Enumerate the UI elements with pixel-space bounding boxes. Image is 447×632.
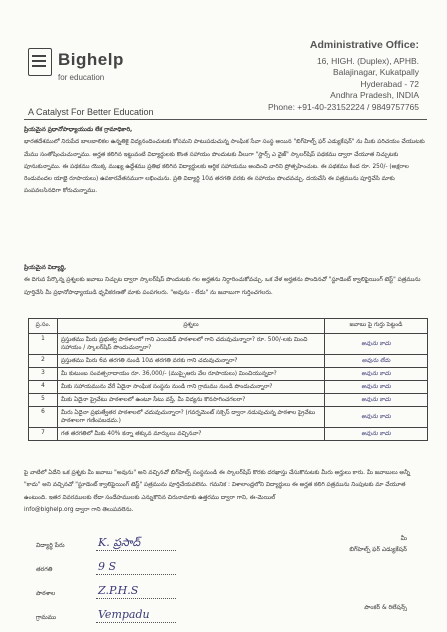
row-question: మీకు ఏదైనా ప్రైవేటు పాఠశాలలో ఉంటూ సీటు వస్తే, మీ విద్యను కొనసాగించగలరా?	[58, 394, 325, 407]
class-row	[36, 562, 236, 578]
row-question: ప్రస్తుతము మీరు 6వ తరగతి నుండి 10వ తరగతి వరకు గాని చదువుచున్నారా?	[58, 355, 325, 368]
row-question: ప్రస్తుతము మీరు ప్రభుత్వ పాఠశాలలో గాని ఎయిడెడ్ పాఠశాలలో గాని చదువుచున్నారా? రూ. 500/-లకు మించి సహాయం / స్కాలర్‌షిప్ పొందుచున్నారా?	[58, 334, 325, 355]
office-phone: Phone: +91-40-23152224 / 9849757765	[267, 101, 419, 112]
row-question: మీరు ఏదైనా ప్రభుత్వేతర పాఠశాలలో చదువుచున్నారా? (గవర్నమెంట్ సక్సెస్ ద్వారా నడుపుచున్న పాఠశాల ప్రైవేటు పాఠశాలగా గణింపబడదు.)	[58, 407, 325, 428]
student-intro	[24, 262, 427, 299]
table-row	[29, 355, 428, 368]
row-number: 4	[29, 381, 58, 394]
village-line	[96, 622, 176, 623]
paragraph-intro: భారతదేశములో నిరుపేద బాలబాలికల ఉన్నతికై విద్యనందించుటకు కోసమని పాటుపడుచున్న సాంఘిక సేవా సంస్థ అయిన "బిగ్‌హెల్ప్ ఫర్ ఎడ్యుకేషన్" ను మీకు పరిచయం చేయుటకు మేము సంతోషించుచున్నాము. అర్హత కలిగిన ఇట్టువంటి విద్యార్థులకు కొంత సహాయం పొందుటకు వీలుగా "స్టార్స్ ఎ వైజ్" స్కాలర్‌షిప్ పథకము ద్వారా చేయూత నిచ్చుటకు పూనుకున్నాము. ఈ పథకము యొక్క ముఖ్య ఉద్దేశము ప్రతిభ కలిగిన విద్యార్థులకు ఆర్థిక సహాయము అందించి వారిని ప్రోత్సహించుట. ఈ పథకము కింద రూ. 250/- (అక్షరాల రెండువందల యాభై రూపాయలు) ఉపకారవేతనముగా లభించును. ప్రతి విద్యార్థి 10వ తరగతి వరకు ఈ సహాయం పొందవచ్చు. దయచేసి ఈ పత్రమును పూర్తిచేసి మాకు పంపవలసినదిగా కోరుచున్నాము.	[24, 139, 425, 195]
office-line: Balajinagar, Kukatpally	[332, 67, 419, 77]
greeting: ప్రియమైన ప్రధానోపాధ్యాయుడు లేక గ్రామాధికారి,	[24, 127, 133, 133]
class-value[interactable]: 9 S	[98, 560, 117, 573]
class-label: తరగతి	[36, 566, 53, 573]
row-answer[interactable]: అవును లేదు	[325, 355, 428, 368]
col-answer: జవాబు పై గుర్తు పెట్టండి	[325, 319, 428, 334]
paragraph-closing: పై వాటిలో ఏదేని ఒక ప్రశ్నకు మీ జవాబు "అవును" అని వచ్చినచో బిగ్‌హెల్ప్ సంస్థనుండి ఈ స్కాలర్‌షిప్ కొరకు దరఖాస్తు చేసుకొనుటకు మీరు అర్హులు కారు. మీ జవాబులు అన్నీ "కాదు" అని వచ్చినచో "స్టూడెంట్ క్వాలిఫైయింగ్ టెస్ట్" పత్రమును పూర్తిచేయవలెను. గమనిక : విశాలాంధ్రలోని విద్యార్థులు ఈ అర్హత కలిగి పత్రమును నింపుటకు మా చేయూత ఉంటుంది. ఇతర వివరములకు లేదా సందేహములకు ఎన్నుకొనిన చిరునామాకు ఉత్తరము ద్వారా గాని, ఈ-మెయిల్	[24, 470, 411, 501]
table-row	[29, 381, 428, 394]
row-answer[interactable]: అవును కాదు	[325, 368, 428, 381]
village-value[interactable]: Vempadu	[98, 608, 150, 621]
sign-department: పాంకర్ & రిలేషన్స్	[364, 604, 407, 611]
col-number: ప్ర.సం.	[29, 319, 58, 334]
row-number: 6	[29, 407, 58, 428]
greeting-student: ప్రియమైన విద్యార్థి,	[24, 265, 67, 271]
row-number: 7	[29, 428, 58, 441]
row-question: మీ కుటుంబ సంవత్సరాదాయం రూ. 36,000/- (ముప్పైఆరు వేల రూపాయలు) మించియున్నదా?	[58, 368, 325, 381]
sign-greeting: మీ	[400, 535, 407, 542]
row-question: మీకు సహాయమును వేరే ఏదైనా సాంఘిక సంస్థను నుండి గాని గ్రామము నుండి పొందుచున్నారా?	[58, 381, 325, 394]
school-label: పాఠశాల	[36, 590, 56, 597]
row-answer[interactable]: అవును కాదు	[325, 394, 428, 407]
office-line: Hyderabad - 72	[360, 78, 419, 89]
office-title: Administrative Office:	[309, 39, 419, 51]
logo-name: Bighelp	[58, 50, 124, 69]
row-number: 3	[29, 368, 58, 381]
row-answer[interactable]: అవును కాదు	[325, 428, 428, 441]
letterhead	[0, 0, 447, 118]
name-label: విద్యార్థి పేరు	[36, 542, 65, 549]
row-number: 2	[29, 355, 58, 368]
sign-organization: బిగ్‌హెల్ప్ ఫర్ ఎడ్యుకేషన్	[349, 546, 407, 553]
row-number: 5	[29, 394, 58, 407]
table-row	[29, 428, 428, 441]
name-line	[96, 550, 176, 551]
book-logo-icon	[28, 48, 52, 76]
col-question: ప్రశ్నలు	[58, 319, 325, 334]
logo-subtitle: for education	[58, 73, 105, 82]
school-value[interactable]: Z.P.H.S	[98, 584, 139, 597]
table-row	[29, 407, 428, 428]
row-number: 1	[29, 334, 58, 355]
name-value[interactable]: K. ప్రసాద్	[98, 536, 141, 549]
tagline: A Catalyst For Better Education	[28, 107, 154, 117]
row-answer[interactable]: అవును కాదు	[325, 334, 428, 355]
eligibility-table	[28, 318, 428, 441]
header-divider	[24, 119, 427, 120]
row-question: గత తరగతిలో మీకు 40% కన్నా తక్కువ మార్కులు వచ్చినవా?	[58, 428, 325, 441]
row-answer[interactable]: అవును కాదు	[325, 407, 428, 428]
table-row	[29, 334, 428, 355]
table-row	[29, 368, 428, 381]
row-answer[interactable]: అవును కాదు	[325, 381, 428, 394]
contact-email: info@bighelp.org ద్వారా గాని తెలుపవలెను.	[24, 506, 134, 513]
letter-intro	[24, 124, 427, 198]
table-row	[29, 394, 428, 407]
office-line: Andhra Pradesh, INDIA	[330, 90, 419, 100]
school-row	[36, 586, 236, 602]
office-line: 16, HIGH. (Duplex), APHB.	[316, 55, 419, 66]
village-label: గ్రామము	[36, 614, 57, 621]
name-row	[36, 538, 236, 554]
paragraph-instructions: ఈ దిగువ పేర్కొన్న ప్రశ్నలకు జవాబు నిచ్చుట ద్వారా స్కాలర్‌షిప్ పొందుటకు గల అర్హతను నిర్ధారించుకోవచ్చు. ఒక వేళ అర్హతను పొందినచో "స్టూడెంట్ క్వాలిఫైయింగ్ టెస్ట్" పత్రమును పూర్తిచేసి మీ ప్రధానోపాధ్యాయుడి ధృవీకరణతో మాకు పంపగలరు. "అవును - లేదు" ను జవాబుగా గుర్తించగలరు.	[24, 277, 421, 296]
school-line	[96, 598, 176, 599]
class-line	[96, 574, 176, 575]
closing-notes	[24, 467, 427, 516]
office-address	[268, 40, 419, 113]
village-row	[36, 610, 236, 626]
